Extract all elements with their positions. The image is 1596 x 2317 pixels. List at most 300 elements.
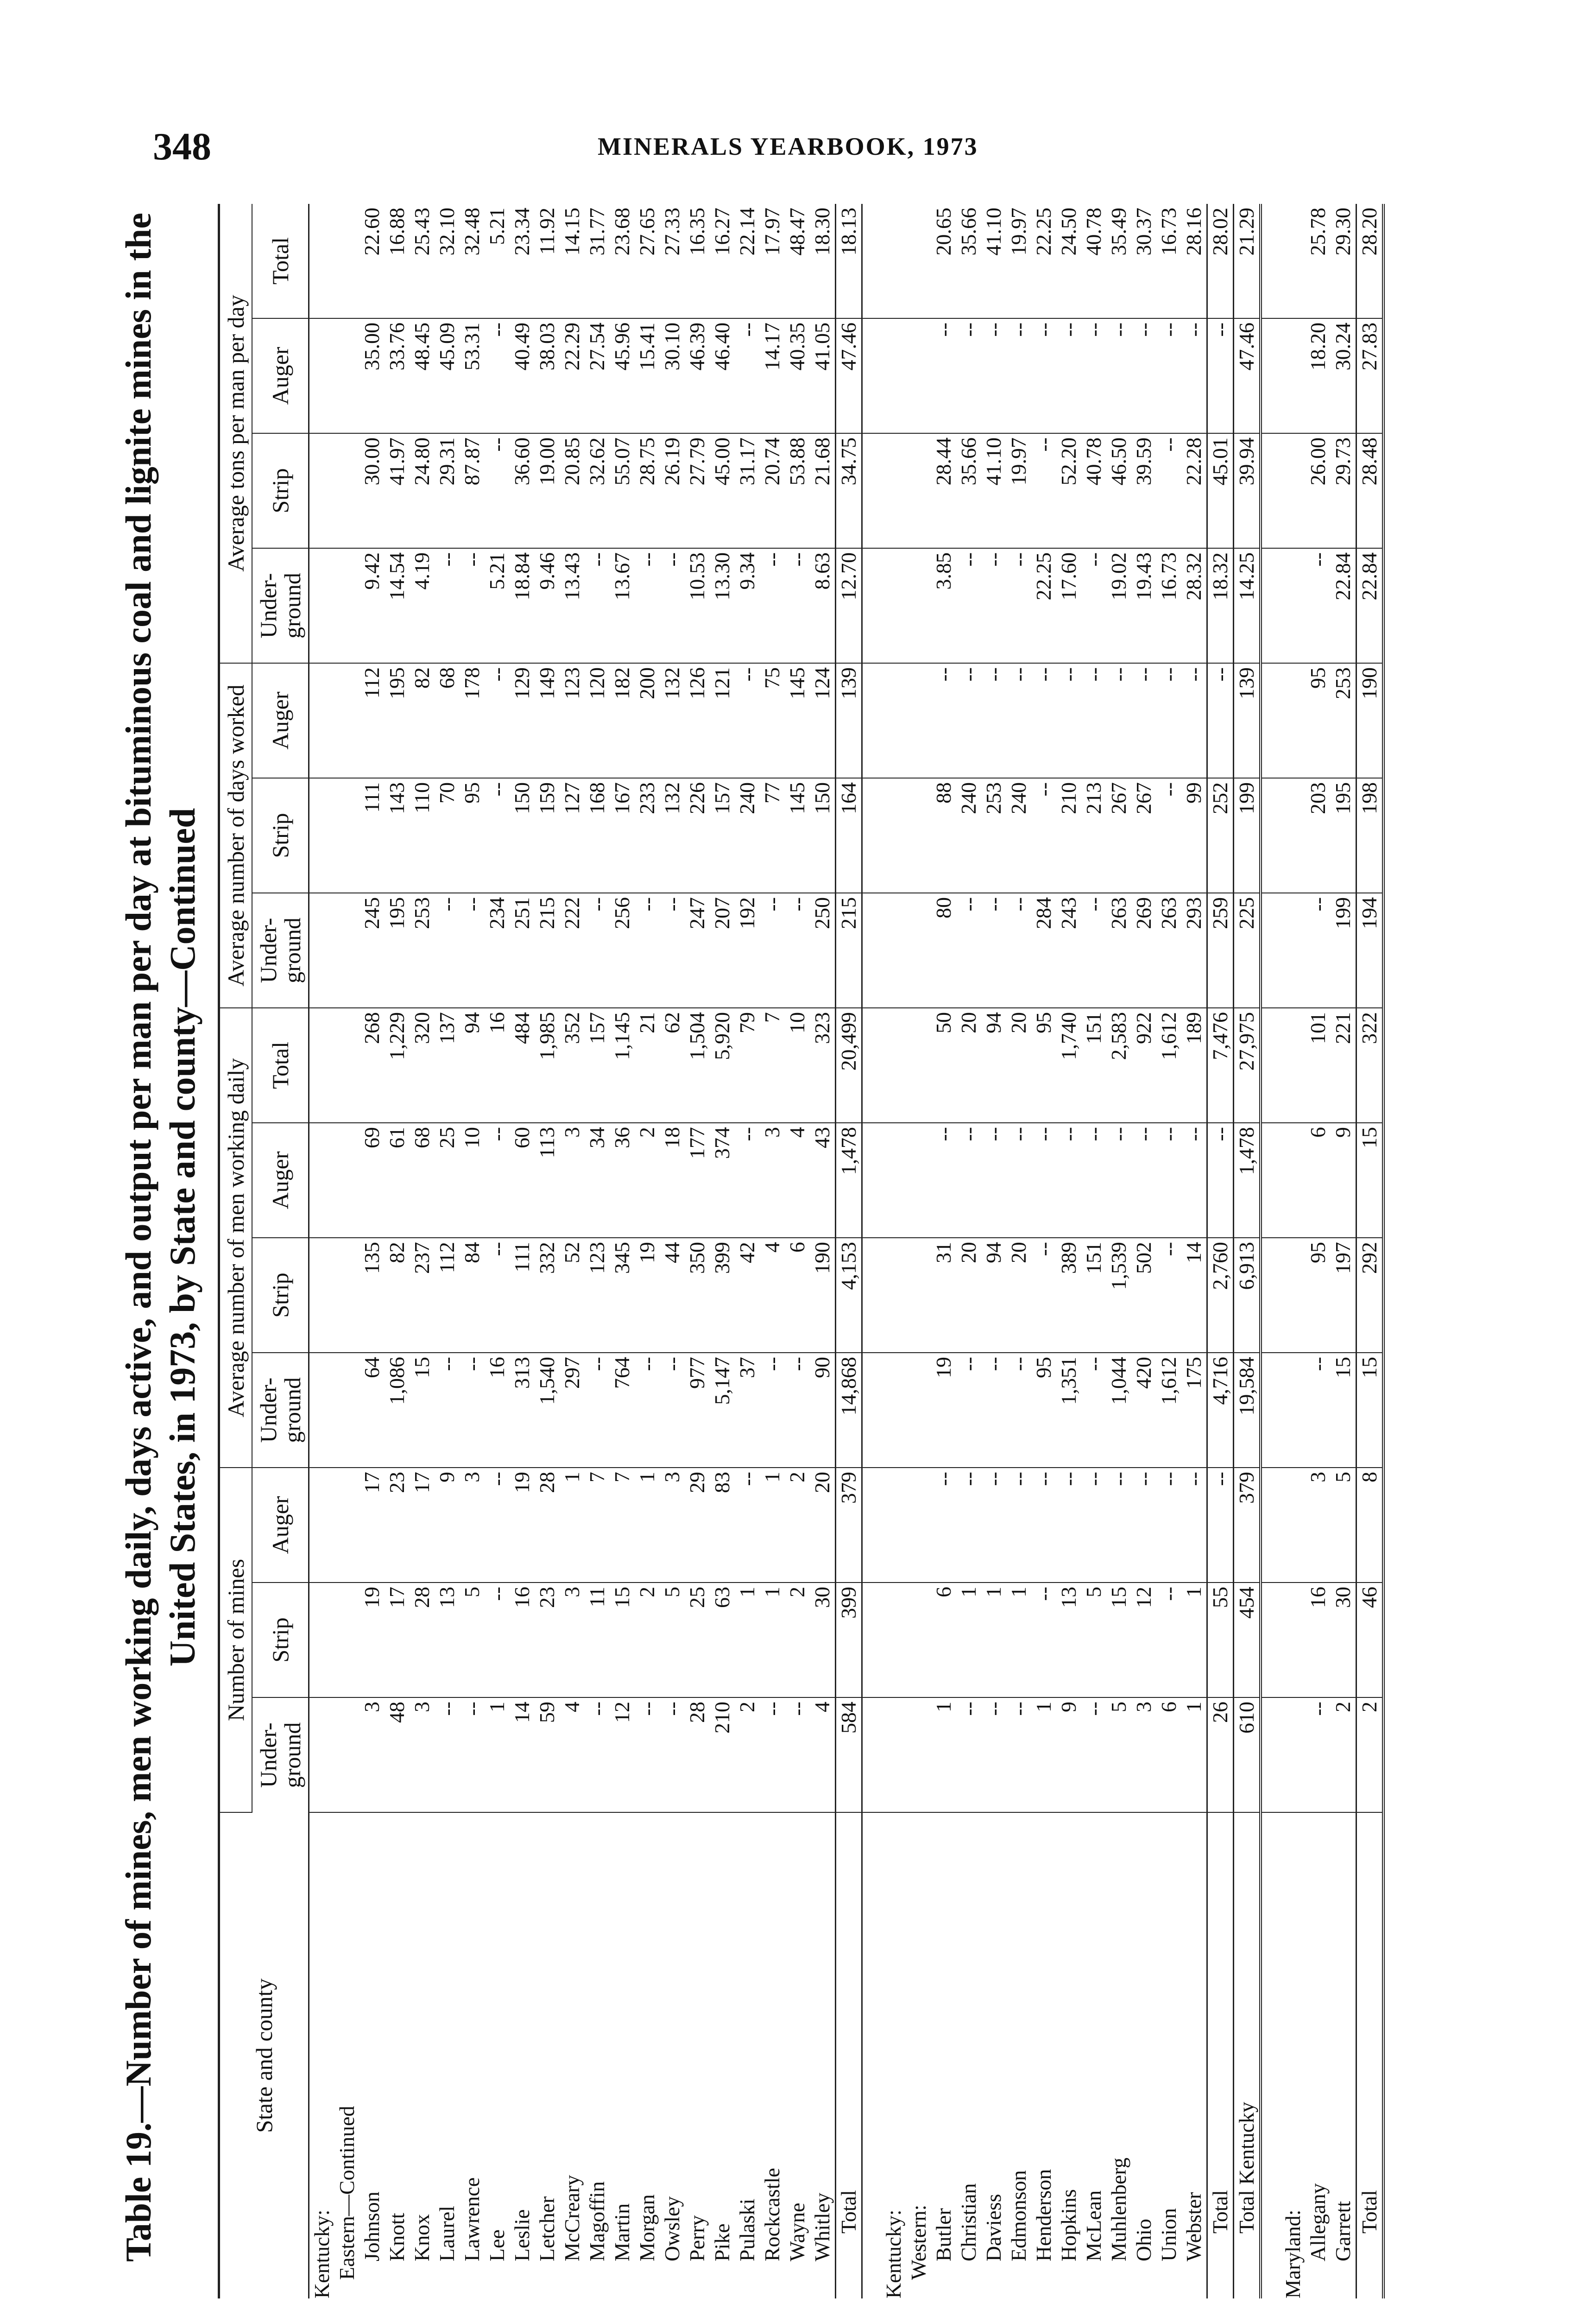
table-cell [1281, 433, 1306, 548]
table-cell [1281, 893, 1306, 1008]
table-cell: 90 [810, 1353, 836, 1468]
table-cell: 250 [810, 893, 836, 1008]
row-label: Kentucky: [882, 2209, 905, 2298]
subheader-underground: Under-ground [252, 1353, 309, 1468]
table-cell: 20 [956, 1238, 981, 1353]
table-cell: 35.49 [1106, 204, 1131, 318]
table-cell: 253 [410, 893, 435, 1008]
table-cell: 1 [1006, 1583, 1031, 1697]
table-cell: 259 [1207, 893, 1234, 1008]
table-cell: 267 [1106, 778, 1131, 893]
table-row [760, 204, 785, 2298]
table-cell: 29.31 [435, 433, 460, 548]
table-cell: 30.24 [1331, 318, 1356, 433]
row-label: Owsley [660, 2196, 684, 2261]
table-row [334, 204, 360, 2298]
table-cell [1281, 663, 1306, 778]
table-cell: 139 [836, 663, 862, 778]
table-cell: 167 [610, 778, 635, 893]
table-cell: 3 [410, 1697, 435, 1812]
table-cell [881, 1238, 906, 1353]
table-spacer-row [862, 204, 882, 2298]
table-cell: 82 [410, 663, 435, 778]
table-cell: 149 [535, 663, 560, 778]
table-cell [334, 1468, 360, 1583]
table-cell: 14.54 [385, 548, 410, 663]
table-cell: -- [981, 548, 1006, 663]
table-cell: 3 [1306, 1468, 1331, 1583]
table-cell: 27.33 [660, 204, 685, 318]
table-cell: 4,716 [1207, 1353, 1234, 1468]
table-cell: 1,539 [1106, 1238, 1131, 1353]
table-cell: 112 [435, 1238, 460, 1353]
table-cell: -- [1006, 318, 1031, 433]
table-cell: 36.60 [510, 433, 535, 548]
table-cell: 15 [1356, 1123, 1384, 1238]
rotated-table-area [120, 148, 1464, 2317]
table-cell: 215 [535, 893, 560, 1008]
table-cell: 29 [685, 1468, 710, 1583]
table-cell [334, 204, 360, 318]
table-cell: -- [956, 893, 981, 1008]
table-cell: 132 [660, 778, 685, 893]
table-cell: 24.50 [1056, 204, 1081, 318]
table-cell [881, 1583, 906, 1697]
table-cell: 3 [760, 1123, 785, 1238]
table-cell [334, 893, 360, 1008]
table-cell: 6 [931, 1583, 956, 1697]
table-cell: 4 [560, 1697, 585, 1812]
table-cell: 47.46 [836, 318, 862, 433]
table-cell: 4 [760, 1238, 785, 1353]
table-cell: 16.88 [385, 204, 410, 318]
table-cell: 420 [1131, 1353, 1156, 1468]
table-cell: 40.78 [1081, 433, 1106, 548]
table-cell: -- [485, 778, 510, 893]
table-cell: 41.05 [810, 318, 836, 433]
table-cell: 7 [610, 1468, 635, 1583]
table-row [810, 204, 836, 2298]
table-cell [1261, 778, 1281, 893]
table-cell [862, 778, 882, 893]
table-cell: 63 [710, 1583, 735, 1697]
table-row [1181, 204, 1207, 2298]
table-cell: 7,476 [1207, 1008, 1234, 1123]
table-cell: -- [1306, 548, 1331, 663]
table-cell: 234 [485, 893, 510, 1008]
table-cell: 207 [710, 893, 735, 1008]
table-cell: 41.10 [981, 204, 1006, 318]
table-cell: 332 [535, 1238, 560, 1353]
table-cell [334, 1008, 360, 1123]
table-cell: -- [735, 1123, 760, 1238]
table-cell: 111 [360, 778, 385, 893]
table-cell: 350 [685, 1238, 710, 1353]
header-tons-per-man: Average tons per man per day [219, 204, 252, 663]
table-cell: 143 [385, 778, 410, 893]
table-cell [309, 1008, 335, 1123]
table-cell: 253 [1331, 663, 1356, 778]
table-row [1081, 204, 1106, 2298]
table-row [385, 204, 410, 2298]
table-cell: -- [1156, 1123, 1181, 1238]
table-cell: -- [1181, 1123, 1207, 1238]
table-cell: 77 [760, 778, 785, 893]
table-cell: -- [435, 1697, 460, 1812]
table-cell: 2 [1356, 1697, 1384, 1812]
table-cell: 210 [1056, 778, 1081, 893]
table-cell: 32.48 [460, 204, 485, 318]
table-cell [309, 893, 335, 1008]
table-cell: 1 [1181, 1583, 1207, 1697]
row-label: Pike [710, 2223, 734, 2261]
table-cell [309, 778, 335, 893]
table-cell: 28.32 [1181, 548, 1207, 663]
table-cell [862, 1468, 882, 1583]
table-cell: -- [585, 1697, 610, 1812]
table-cell: 175 [1181, 1353, 1207, 1468]
table-cell [309, 1238, 335, 1353]
row-label: Christian [957, 2183, 980, 2261]
row-label: Henderson [1032, 2169, 1055, 2261]
table-cell: 17.97 [760, 204, 785, 318]
subheader-auger: Auger [252, 1123, 309, 1238]
table-cell: 25.43 [410, 204, 435, 318]
table-cell: -- [460, 1353, 485, 1468]
table-cell: 16 [510, 1583, 535, 1697]
table-cell: 16.27 [710, 204, 735, 318]
table-cell: 19.43 [1131, 548, 1156, 663]
subheader-underground: Under-ground [252, 893, 309, 1008]
table-cell: 3 [660, 1468, 685, 1583]
table-row [485, 204, 510, 2298]
table-cell: 132 [660, 663, 685, 778]
table-cell: 12 [1131, 1583, 1156, 1697]
table-cell: -- [735, 663, 760, 778]
table-cell: 16 [485, 1353, 510, 1468]
data-table [218, 204, 1385, 2298]
table-cell: 29.73 [1331, 433, 1356, 548]
table-cell: -- [1006, 1123, 1031, 1238]
table-cell: 20 [1006, 1008, 1031, 1123]
table-cell: 484 [510, 1008, 535, 1123]
table-cell [906, 1238, 931, 1353]
table-cell: 55 [1207, 1583, 1234, 1697]
row-label: Whitley [810, 2192, 834, 2261]
table-cell: 55.07 [610, 433, 635, 548]
table-cell: 10 [460, 1123, 485, 1238]
table-cell: 977 [685, 1353, 710, 1468]
table-row [1031, 204, 1056, 2298]
row-label: Letcher [535, 2196, 559, 2261]
table-cell: 2,760 [1207, 1238, 1234, 1353]
table-cell [881, 893, 906, 1008]
table-cell: -- [1056, 1123, 1081, 1238]
table-cell: 50 [931, 1008, 956, 1123]
table-row [1156, 204, 1181, 2298]
table-cell: -- [956, 1468, 981, 1583]
table-cell [881, 1353, 906, 1468]
table-cell: 293 [1181, 893, 1207, 1008]
table-cell: 297 [560, 1353, 585, 1468]
table-cell: 40.49 [510, 318, 535, 433]
table-cell: -- [1181, 663, 1207, 778]
table-cell [334, 433, 360, 548]
table-cell: 1,478 [836, 1123, 862, 1238]
table-cell: 31 [931, 1238, 956, 1353]
table-cell [906, 1123, 931, 1238]
table-cell: -- [460, 1697, 485, 1812]
table-cell: -- [1181, 1468, 1207, 1583]
table-cell: 11.92 [535, 204, 560, 318]
table-cell: 21.68 [810, 433, 836, 548]
table-cell: 284 [1031, 893, 1056, 1008]
table-cell: 69 [360, 1123, 385, 1238]
table-cell: -- [760, 548, 785, 663]
table-cell: 215 [836, 893, 862, 1008]
table-cell: 30.37 [1131, 204, 1156, 318]
table-cell: 5 [1081, 1583, 1106, 1697]
table-cell: 26.19 [660, 433, 685, 548]
table-cell: -- [635, 893, 660, 1008]
table-cell: -- [1207, 1123, 1234, 1238]
table-cell: 16 [1306, 1583, 1331, 1697]
table-cell: 99 [1181, 778, 1207, 893]
table-cell: 46.40 [710, 318, 735, 433]
table-cell: 28.16 [1181, 204, 1207, 318]
table-cell: 28.44 [931, 433, 956, 548]
table-cell: 15 [1331, 1353, 1356, 1468]
table-cell: 79 [735, 1008, 760, 1123]
table-cell: -- [1106, 1123, 1131, 1238]
table-cell: 48 [385, 1697, 410, 1812]
table-cell: -- [660, 893, 685, 1008]
table-cell: -- [635, 548, 660, 663]
table-cell: 9 [1331, 1123, 1356, 1238]
table-cell: 53.88 [785, 433, 810, 548]
table-cell: -- [1106, 318, 1131, 433]
table-cell [1261, 663, 1281, 778]
table-cell: 3 [460, 1468, 485, 1583]
table-cell: 19 [360, 1583, 385, 1697]
table-cell: 111 [510, 1238, 535, 1353]
table-cell: 4 [810, 1697, 836, 1812]
table-cell: 1,044 [1106, 1353, 1131, 1468]
table-cell: 5 [1331, 1468, 1356, 1583]
table-cell: 1 [956, 1583, 981, 1697]
table-cell: 10 [785, 1008, 810, 1123]
table-cell [881, 548, 906, 663]
table-cell [862, 1238, 882, 1353]
table-cell [1261, 1008, 1281, 1123]
row-label: Rockcastle [760, 2168, 784, 2261]
table-cell: 59 [535, 1697, 560, 1812]
table-cell: -- [1156, 663, 1181, 778]
table-cell [334, 548, 360, 663]
table-cell: 32.10 [435, 204, 460, 318]
table-cell: 37 [735, 1353, 760, 1468]
table-cell: -- [760, 893, 785, 1008]
table-cell [881, 1468, 906, 1583]
table-cell: 52 [560, 1238, 585, 1353]
table-cell: -- [660, 1697, 685, 1812]
table-row [560, 204, 585, 2298]
table-cell: 62 [660, 1008, 685, 1123]
table-cell: 64 [360, 1353, 385, 1468]
table-cell: 1,612 [1156, 1353, 1181, 1468]
table-cell: 15.41 [635, 318, 660, 433]
table-cell: -- [1081, 1353, 1106, 1468]
table-cell: 24.80 [410, 433, 435, 548]
table-cell: 22.84 [1356, 548, 1384, 663]
table-cell: -- [1081, 548, 1106, 663]
table-cell [1281, 1697, 1306, 1812]
table-cell: -- [1207, 1468, 1234, 1583]
row-label: McCreary [560, 2175, 584, 2261]
table-cell: 129 [510, 663, 535, 778]
table-row [881, 204, 906, 2298]
header-days-worked: Average number of days worked [219, 663, 252, 1008]
table-cell: 20.85 [560, 433, 585, 548]
row-label [862, 1812, 882, 2298]
table-cell: 5.21 [485, 548, 510, 663]
table-cell: 1,985 [535, 1008, 560, 1123]
table-cell: -- [981, 893, 1006, 1008]
row-label: Johnson [360, 2191, 384, 2261]
table-cell: 28 [410, 1583, 435, 1697]
table-cell: -- [1006, 893, 1031, 1008]
table-cell: -- [931, 1123, 956, 1238]
table-cell: 1 [560, 1468, 585, 1583]
table-cell: 15 [610, 1583, 635, 1697]
subheader-strip: Strip [252, 1238, 309, 1353]
table-cell: -- [785, 548, 810, 663]
table-cell: -- [660, 548, 685, 663]
row-label: Laurel [435, 2205, 459, 2261]
table-cell: 2 [785, 1583, 810, 1697]
table-cell: 2,583 [1106, 1008, 1131, 1123]
table-cell: 2 [735, 1697, 760, 1812]
table-cell [309, 1353, 335, 1468]
table-cell: -- [1156, 778, 1181, 893]
table-cell: 46.50 [1106, 433, 1131, 548]
table-cell: 18.20 [1306, 318, 1331, 433]
table-row [1006, 204, 1031, 2298]
table-cell: 7 [760, 1008, 785, 1123]
table-cell [881, 204, 906, 318]
table-cell [906, 204, 931, 318]
table-cell: 313 [510, 1353, 535, 1468]
table-row [660, 204, 685, 2298]
table-cell: -- [460, 893, 485, 1008]
table-cell: 28 [535, 1468, 560, 1583]
table-cell: 52.20 [1056, 433, 1081, 548]
table-cell [309, 1468, 335, 1583]
table-cell: 15 [410, 1353, 435, 1468]
row-label: Leslie [510, 2209, 534, 2261]
table-cell: 23 [535, 1583, 560, 1697]
row-label: Knox [410, 2214, 434, 2261]
table-cell: 60 [510, 1123, 535, 1238]
table-cell [906, 1008, 931, 1123]
table-cell [309, 1697, 335, 1812]
table-cell: 245 [360, 893, 385, 1008]
table-cell: 27.79 [685, 433, 710, 548]
table-cell: 31.77 [585, 204, 610, 318]
table-cell: -- [1131, 1468, 1156, 1583]
table-cell: 19 [635, 1238, 660, 1353]
table-cell: 45.96 [610, 318, 635, 433]
table-cell: -- [460, 548, 485, 663]
row-label: Wayne [785, 2203, 809, 2261]
table-cell: -- [1031, 1123, 1056, 1238]
table-cell: -- [956, 1697, 981, 1812]
table-cell: 48.47 [785, 204, 810, 318]
table-cell: -- [1156, 1238, 1181, 1353]
table-cell: 4.19 [410, 548, 435, 663]
table-cell: 1,540 [535, 1353, 560, 1468]
table-cell [1281, 1238, 1306, 1353]
table-cell: -- [1081, 893, 1106, 1008]
table-cell [881, 778, 906, 893]
table-cell: 194 [1356, 893, 1384, 1008]
table-cell [1281, 1583, 1306, 1697]
table-row [931, 204, 956, 2298]
table-cell [862, 204, 882, 318]
table-cell [1261, 1123, 1281, 1238]
table-header [219, 204, 309, 2298]
table-cell: 1,086 [385, 1353, 410, 1468]
table-row [460, 204, 485, 2298]
header-men-working-daily: Average number of men working daily [219, 1008, 252, 1468]
table-cell: 1,740 [1056, 1008, 1081, 1123]
table-cell [906, 663, 931, 778]
table-cell: -- [785, 893, 810, 1008]
table-cell: 6 [1156, 1697, 1181, 1812]
row-label: Total [836, 1812, 862, 2298]
table-cell: 20.74 [760, 433, 785, 548]
table-cell: 53.31 [460, 318, 485, 433]
table-cell: -- [1306, 1353, 1331, 1468]
table-cell: 27.83 [1356, 318, 1384, 433]
table-cell: -- [435, 548, 460, 663]
table-cell: 28 [685, 1697, 710, 1812]
table-cell: -- [1081, 1697, 1106, 1812]
table-cell: 1,145 [610, 1008, 635, 1123]
table-cell: -- [1031, 778, 1056, 893]
table-cell: 45.09 [435, 318, 460, 433]
table-cell: 22.28 [1181, 433, 1207, 548]
table-cell: 190 [810, 1238, 836, 1353]
table-cell: -- [981, 318, 1006, 433]
table-cell: 45.01 [1207, 433, 1234, 548]
row-label: Lee [485, 2229, 509, 2261]
table-cell: 6 [1306, 1123, 1331, 1238]
table-cell [1281, 1468, 1306, 1583]
table-cell: 88 [931, 778, 956, 893]
table-cell: 22.29 [560, 318, 585, 433]
table-cell: 213 [1081, 778, 1106, 893]
table-cell: -- [981, 663, 1006, 778]
table-cell: 19.97 [1006, 433, 1031, 548]
table-cell: -- [435, 1353, 460, 1468]
table-cell: 3 [560, 1123, 585, 1238]
subheader-auger: Auger [252, 318, 309, 433]
table-cell: 42 [735, 1238, 760, 1353]
table-cell [1261, 1583, 1281, 1697]
table-cell: -- [1006, 663, 1031, 778]
table-cell: -- [1006, 1697, 1031, 1812]
